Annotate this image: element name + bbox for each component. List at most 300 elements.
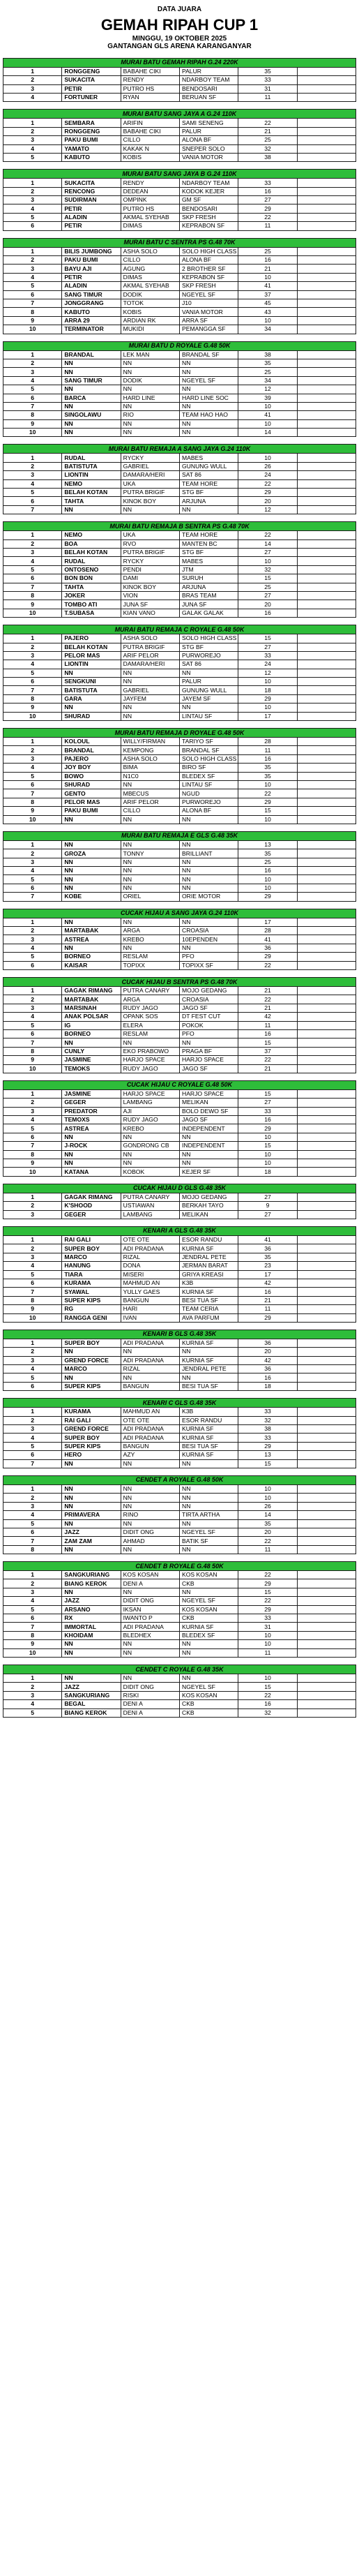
- spacer-cell: [297, 1168, 356, 1176]
- rank-cell: 3: [3, 1356, 62, 1364]
- results-table: [3, 109, 356, 162]
- result-row: [3, 1124, 356, 1133]
- bird-name-cell: NN: [62, 1502, 121, 1510]
- rank-cell: 3: [3, 1588, 62, 1596]
- bird-name-cell: NN: [62, 1648, 121, 1657]
- owner-cell: EKO PRABOWO: [121, 1047, 179, 1055]
- team-cell: NN: [179, 703, 238, 712]
- spacer-cell: [297, 738, 356, 746]
- bird-name-cell: SUPER BOY: [62, 1434, 121, 1442]
- spacer-cell: [297, 565, 356, 574]
- score-cell: 45: [238, 299, 297, 308]
- spacer-cell: [297, 411, 356, 419]
- result-row: [3, 1571, 356, 1579]
- result-row: [3, 429, 356, 437]
- team-cell: TOPIXX SF: [179, 961, 238, 969]
- spacer-cell: [297, 1708, 356, 1717]
- score-cell: 24: [238, 660, 297, 669]
- spacer-cell: [297, 884, 356, 892]
- result-row: [3, 1168, 356, 1176]
- bird-name-cell: KAISAR: [62, 961, 121, 969]
- rank-cell: 9: [3, 1305, 62, 1313]
- team-cell: MOJO GEDANG: [179, 1193, 238, 1201]
- class-title: CUCAK HIJAU A SANG JAYA G.24 110K: [3, 909, 356, 918]
- score-cell: 36: [238, 1365, 297, 1373]
- owner-cell: UKA: [121, 479, 179, 488]
- owner-cell: CILLO: [121, 807, 179, 815]
- owner-cell: VION: [121, 591, 179, 600]
- score-cell: 35: [238, 359, 297, 367]
- owner-cell: NN: [121, 944, 179, 952]
- owner-cell: DODIK: [121, 376, 179, 385]
- rank-cell: 8: [3, 1047, 62, 1055]
- score-cell: 18: [238, 686, 297, 694]
- score-cell: 31: [238, 84, 297, 93]
- rank-cell: 2: [3, 1202, 62, 1210]
- team-cell: NN: [179, 1348, 238, 1356]
- rank-cell: 3: [3, 1691, 62, 1699]
- team-cell: GUNUNG WULL: [179, 686, 238, 694]
- result-row: [3, 1288, 356, 1296]
- result-row: [3, 136, 356, 144]
- result-row: [3, 591, 356, 600]
- results-table: [3, 341, 356, 438]
- results-table: [3, 1398, 356, 1468]
- spacer-cell: [297, 1640, 356, 1648]
- team-cell: NN: [179, 1519, 238, 1528]
- spacer-cell: [297, 1537, 356, 1545]
- team-cell: JAGO SF: [179, 1004, 238, 1012]
- result-row: [3, 411, 356, 419]
- team-cell: PURWOREJO: [179, 798, 238, 806]
- result-row: [3, 609, 356, 617]
- spacer-cell: [297, 754, 356, 763]
- team-cell: NN: [179, 1494, 238, 1502]
- bird-name-cell: YAMATO: [62, 144, 121, 153]
- result-row: [3, 1528, 356, 1536]
- bird-name-cell: PELOR MAS: [62, 651, 121, 660]
- owner-cell: NN: [121, 419, 179, 428]
- team-cell: NN: [179, 402, 238, 410]
- spacer-cell: [297, 1373, 356, 1382]
- rank-cell: 3: [3, 84, 62, 93]
- score-cell: 10: [238, 419, 297, 428]
- spacer-cell: [297, 1442, 356, 1450]
- bird-name-cell: NN: [62, 1373, 121, 1382]
- class-title-row: [3, 625, 356, 634]
- result-row: [3, 1425, 356, 1434]
- score-cell: 13: [238, 840, 297, 849]
- spacer-cell: [297, 1511, 356, 1519]
- spacer-cell: [297, 325, 356, 334]
- bird-name-cell: BOA: [62, 539, 121, 548]
- result-row: [3, 764, 356, 772]
- score-cell: 10: [238, 780, 297, 789]
- result-row: [3, 196, 356, 204]
- spacer-cell: [297, 1614, 356, 1623]
- spacer-cell: [297, 1459, 356, 1468]
- results-table: [3, 1184, 356, 1219]
- score-cell: 29: [238, 204, 297, 213]
- result-row: [3, 1064, 356, 1073]
- bird-name-cell: GAGAK RIMANG: [62, 1193, 121, 1201]
- rank-cell: 5: [3, 875, 62, 884]
- spacer-cell: [297, 548, 356, 556]
- owner-cell: KINOK BOY: [121, 583, 179, 591]
- owner-cell: KAKAK N: [121, 144, 179, 153]
- result-row: [3, 471, 356, 479]
- owner-cell: MISERI: [121, 1270, 179, 1279]
- bird-name-cell: GREND FORCE: [62, 1425, 121, 1434]
- score-cell: 21: [238, 1004, 297, 1012]
- owner-cell: ARGA: [121, 995, 179, 1004]
- owner-cell: DIMAS: [121, 222, 179, 230]
- team-cell: NN: [179, 1459, 238, 1468]
- header-label: DATA JUARA: [157, 6, 202, 13]
- result-row: [3, 497, 356, 505]
- result-row: [3, 1623, 356, 1631]
- bird-name-cell: NN: [62, 505, 121, 514]
- score-cell: 22: [238, 531, 297, 539]
- class-title: MURAI BATU REMAJA C ROYALE G.48 50K: [3, 625, 356, 634]
- rank-cell: 4: [3, 867, 62, 875]
- result-row: [3, 1279, 356, 1287]
- bird-name-cell: BORNEO: [62, 1029, 121, 1038]
- rank-cell: 10: [3, 1648, 62, 1657]
- score-cell: 32: [238, 144, 297, 153]
- bird-name-cell: PAKU BUMI: [62, 256, 121, 265]
- spacer-cell: [297, 1064, 356, 1073]
- team-cell: ALONA BF: [179, 256, 238, 265]
- owner-cell: BANGUN: [121, 1442, 179, 1450]
- class-title: MURAI BATU SANG JAYA A G.24 110K: [3, 110, 356, 119]
- rank-cell: 5: [3, 565, 62, 574]
- rank-cell: 2: [3, 643, 62, 651]
- score-cell: 22: [238, 1597, 297, 1605]
- team-cell: NN: [179, 359, 238, 367]
- team-cell: STG BF: [179, 489, 238, 497]
- rank-cell: 6: [3, 1451, 62, 1459]
- team-cell: K3B: [179, 1279, 238, 1287]
- bird-name-cell: BATISTUTA: [62, 686, 121, 694]
- team-cell: LINTAU SF: [179, 712, 238, 720]
- spacer-cell: [297, 1502, 356, 1510]
- owner-cell: DAMARA/HERI: [121, 660, 179, 669]
- owner-cell: BANGUN: [121, 1296, 179, 1304]
- bird-name-cell: TEMOKS: [62, 1064, 121, 1073]
- score-cell: 22: [238, 1691, 297, 1699]
- score-cell: 29: [238, 1579, 297, 1588]
- rank-cell: 3: [3, 935, 62, 944]
- bird-name-cell: JAZZ: [62, 1597, 121, 1605]
- rank-cell: 4: [3, 944, 62, 952]
- score-cell: 33: [238, 1408, 297, 1416]
- bird-name-cell: KOBE: [62, 893, 121, 901]
- rank-cell: 1: [3, 1674, 62, 1683]
- spacer-cell: [297, 84, 356, 93]
- results-table: [3, 238, 356, 334]
- result-row: [3, 754, 356, 763]
- rank-cell: 4: [3, 204, 62, 213]
- bird-name-cell: KABUTO: [62, 153, 121, 161]
- owner-cell: GONDRONG CB: [121, 1142, 179, 1150]
- spacer-cell: [297, 1004, 356, 1012]
- team-cell: KOS KOSAN: [179, 1605, 238, 1614]
- score-cell: 22: [238, 789, 297, 798]
- team-cell: DT FEST CUT: [179, 1013, 238, 1021]
- score-cell: 35: [238, 1519, 297, 1528]
- spacer-cell: [297, 1365, 356, 1373]
- rank-cell: 6: [3, 1279, 62, 1287]
- owner-cell: NN: [121, 780, 179, 789]
- rank-cell: 2: [3, 462, 62, 470]
- score-cell: 41: [238, 1235, 297, 1244]
- team-cell: MOJO GEDANG: [179, 987, 238, 995]
- bird-name-cell: JOY BOY: [62, 764, 121, 772]
- result-row: [3, 643, 356, 651]
- team-cell: PALUR: [179, 678, 238, 686]
- team-cell: VANIA MOTOR: [179, 153, 238, 161]
- owner-cell: PUTRA BRIGIF: [121, 548, 179, 556]
- results-table: [3, 58, 356, 103]
- rank-cell: 8: [3, 798, 62, 806]
- owner-cell: RESLAM: [121, 953, 179, 961]
- rank-cell: 2: [3, 1416, 62, 1424]
- bird-name-cell: NN: [62, 1640, 121, 1648]
- team-cell: MABES: [179, 557, 238, 565]
- owner-cell: JAYFEM: [121, 694, 179, 703]
- owner-cell: ASHA SOLO: [121, 754, 179, 763]
- class-title: CENDET A ROYALE G.48 50K: [3, 1475, 356, 1484]
- rank-cell: 4: [3, 1365, 62, 1373]
- spacer-cell: [297, 807, 356, 815]
- spacer-cell: [297, 772, 356, 780]
- score-cell: 11: [238, 1648, 297, 1657]
- owner-cell: DEDEAN: [121, 187, 179, 195]
- team-cell: NN: [179, 419, 238, 428]
- bird-name-cell: MARCO: [62, 1253, 121, 1261]
- bird-name-cell: T.SUBASA: [62, 609, 121, 617]
- owner-cell: NN: [121, 1545, 179, 1554]
- result-row: [3, 204, 356, 213]
- score-cell: 12: [238, 505, 297, 514]
- result-row: [3, 780, 356, 789]
- rank-cell: 2: [3, 746, 62, 754]
- bird-name-cell: KOLOUL: [62, 738, 121, 746]
- result-row: [3, 265, 356, 273]
- bird-name-cell: FORTUNER: [62, 93, 121, 101]
- bird-name-cell: BEGAL: [62, 1700, 121, 1708]
- score-cell: 35: [238, 764, 297, 772]
- spacer-cell: [297, 557, 356, 565]
- score-cell: 21: [238, 1064, 297, 1073]
- owner-cell: BABAHE CIKI: [121, 67, 179, 75]
- rank-cell: 5: [3, 282, 62, 290]
- bird-name-cell: SANG TIMUR: [62, 290, 121, 299]
- result-row: [3, 1631, 356, 1639]
- bird-name-cell: SYAWAL: [62, 1288, 121, 1296]
- rank-cell: 7: [3, 789, 62, 798]
- team-cell: K3B: [179, 1408, 238, 1416]
- spacer-cell: [297, 798, 356, 806]
- spacer-cell: [297, 1408, 356, 1416]
- rank-cell: 4: [3, 1434, 62, 1442]
- rank-cell: 6: [3, 290, 62, 299]
- spacer-cell: [297, 953, 356, 961]
- rank-cell: 4: [3, 144, 62, 153]
- owner-cell: DODIK: [121, 290, 179, 299]
- score-cell: 15: [238, 634, 297, 643]
- bird-name-cell: NN: [62, 1674, 121, 1683]
- rank-cell: 3: [3, 1210, 62, 1219]
- bird-name-cell: GROZA: [62, 849, 121, 858]
- spacer-cell: [297, 454, 356, 462]
- spacer-cell: [297, 67, 356, 75]
- owner-cell: HARJO SPACE: [121, 1056, 179, 1064]
- rank-cell: 1: [3, 1571, 62, 1579]
- rank-cell: 6: [3, 1133, 62, 1141]
- team-cell: NN: [179, 429, 238, 437]
- class-title: CENDET B ROYALE G.48 50K: [3, 1562, 356, 1571]
- result-row: [3, 273, 356, 281]
- bird-name-cell: BELAH KOTAN: [62, 548, 121, 556]
- spacer-cell: [297, 703, 356, 712]
- rank-cell: 7: [3, 402, 62, 410]
- bird-name-cell: IG: [62, 1021, 121, 1029]
- score-cell: 32: [238, 565, 297, 574]
- team-cell: ALONA BF: [179, 807, 238, 815]
- score-cell: 20: [238, 1348, 297, 1356]
- owner-cell: NN: [121, 918, 179, 926]
- spacer-cell: [297, 531, 356, 539]
- bird-name-cell: NN: [62, 1150, 121, 1159]
- results-sections: [3, 58, 356, 1718]
- team-cell: BRILLIANT: [179, 849, 238, 858]
- spacer-cell: [297, 394, 356, 402]
- spacer-cell: [297, 1528, 356, 1536]
- spacer-cell: [297, 282, 356, 290]
- bird-name-cell: GENTO: [62, 789, 121, 798]
- bird-name-cell: ANAK POLSAR: [62, 1013, 121, 1021]
- bird-name-cell: NN: [62, 429, 121, 437]
- spacer-cell: [297, 497, 356, 505]
- spacer-cell: [297, 600, 356, 609]
- owner-cell: KOBIS: [121, 153, 179, 161]
- spacer-cell: [297, 1202, 356, 1210]
- spacer-cell: [297, 1631, 356, 1639]
- spacer-cell: [297, 1356, 356, 1364]
- rank-cell: 8: [3, 411, 62, 419]
- score-cell: 14: [238, 429, 297, 437]
- team-cell: NN: [179, 669, 238, 677]
- rank-cell: 6: [3, 678, 62, 686]
- class-title: CUCAK HIJAU D GLS G.48 35K: [3, 1184, 356, 1193]
- bird-name-cell: CUNLY: [62, 1047, 121, 1055]
- score-cell: 42: [238, 1013, 297, 1021]
- result-row: [3, 600, 356, 609]
- score-cell: 15: [238, 1089, 297, 1098]
- team-cell: NN: [179, 840, 238, 849]
- owner-cell: NN: [121, 1519, 179, 1528]
- rank-cell: 5: [3, 1373, 62, 1382]
- team-cell: STG BF: [179, 643, 238, 651]
- score-cell: 33: [238, 1614, 297, 1623]
- result-row: [3, 1708, 356, 1717]
- team-cell: KEPRABON SF: [179, 273, 238, 281]
- rank-cell: 8: [3, 1631, 62, 1639]
- result-row: [3, 583, 356, 591]
- bird-name-cell: ALADIN: [62, 213, 121, 221]
- team-cell: BIRO SF: [179, 764, 238, 772]
- team-cell: NN: [179, 875, 238, 884]
- rank-cell: 6: [3, 574, 62, 583]
- rank-cell: 5: [3, 772, 62, 780]
- team-cell: NDARBOY TEAM: [179, 179, 238, 187]
- result-row: [3, 187, 356, 195]
- team-cell: TEAM CERIA: [179, 1305, 238, 1313]
- result-row: [3, 531, 356, 539]
- result-row: [3, 1244, 356, 1253]
- owner-cell: RUDY JAGO: [121, 1116, 179, 1124]
- result-row: [3, 256, 356, 265]
- owner-cell: DIDIT ONG: [121, 1528, 179, 1536]
- result-row: [3, 1365, 356, 1373]
- bird-name-cell: BORNEO: [62, 953, 121, 961]
- score-cell: 36: [238, 1339, 297, 1347]
- bird-name-cell: TEMOXS: [62, 1116, 121, 1124]
- result-row: [3, 1416, 356, 1424]
- score-cell: 18: [238, 1168, 297, 1176]
- rank-cell: 2: [3, 256, 62, 265]
- owner-cell: HARD LINE: [121, 394, 179, 402]
- result-row: [3, 308, 356, 316]
- rank-cell: 1: [3, 1193, 62, 1201]
- team-cell: NN: [179, 1159, 238, 1168]
- spacer-cell: [297, 1089, 356, 1098]
- result-row: [3, 1089, 356, 1098]
- result-row: [3, 798, 356, 806]
- results-table: [3, 1475, 356, 1554]
- bird-name-cell: BILIS JUMBONG: [62, 247, 121, 255]
- result-row: [3, 1494, 356, 1502]
- score-cell: 16: [238, 1116, 297, 1124]
- result-row: [3, 222, 356, 230]
- result-row: [3, 153, 356, 161]
- rank-cell: 2: [3, 1099, 62, 1107]
- result-row: [3, 694, 356, 703]
- score-cell: 15: [238, 1588, 297, 1596]
- rank-cell: 1: [3, 987, 62, 995]
- score-cell: 25: [238, 368, 297, 376]
- spacer-cell: [297, 204, 356, 213]
- result-row: [3, 290, 356, 299]
- rank-cell: 6: [3, 497, 62, 505]
- score-cell: 27: [238, 643, 297, 651]
- rank-cell: 4: [3, 660, 62, 669]
- score-cell: 9: [238, 1202, 297, 1210]
- rank-cell: 1: [3, 1089, 62, 1098]
- team-cell: 10EPENDEN: [179, 935, 238, 944]
- bird-name-cell: PAJERO: [62, 634, 121, 643]
- owner-cell: ADI PRADANA: [121, 1434, 179, 1442]
- rank-cell: 1: [3, 350, 62, 359]
- bird-name-cell: NN: [62, 944, 121, 952]
- bird-name-cell: PETIR: [62, 84, 121, 93]
- score-cell: 11: [238, 222, 297, 230]
- team-cell: 2 BROTHER SF: [179, 265, 238, 273]
- rank-cell: 5: [3, 1605, 62, 1614]
- rank-cell: 4: [3, 1262, 62, 1270]
